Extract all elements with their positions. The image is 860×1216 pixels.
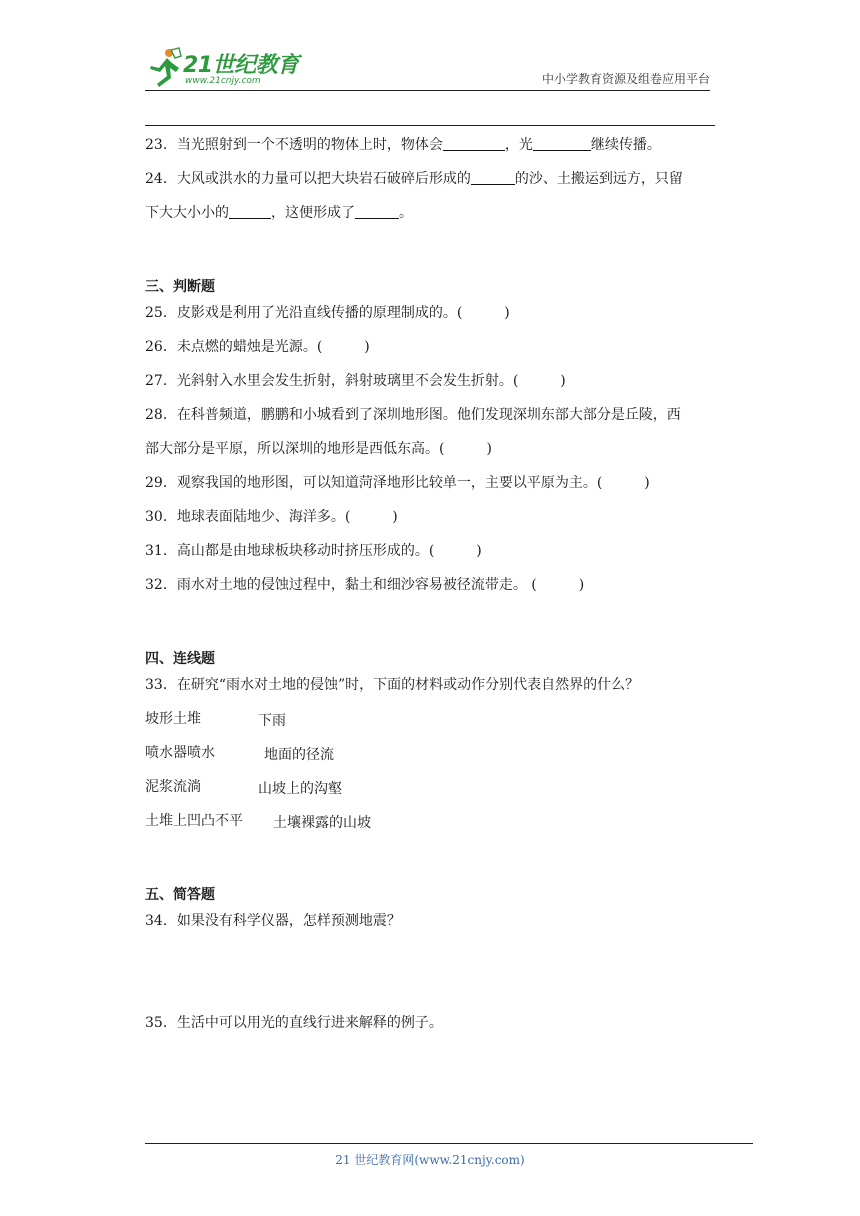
platform-name: 中小学教育资源及组卷应用平台 (541, 72, 710, 86)
tf-question: 31．高山都是由地球板块移动时挤压形成的。( ) (145, 543, 482, 559)
tf-question: 25．皮影戏是利用了光沿直线传播的原理制成的。( ) (145, 305, 510, 321)
tf-question: 29．观察我国的地形图，可以知道菏泽地形比较单一，主要以平原为主。( ) (145, 475, 650, 491)
match-left-item: 泥浆流淌 (145, 779, 201, 795)
question-24: 24．大风或洪水的力量可以把大块岩石破碎后形成的 的沙、土搬运到远方，只留 (145, 171, 683, 187)
runner-logo-icon (145, 46, 185, 90)
match-left-item: 土堆上凹凸不平 (145, 813, 243, 829)
section-title-true-false: 三、判断题 (145, 279, 215, 295)
answer-blank (533, 136, 591, 151)
page-header (145, 44, 710, 92)
footer-rule (145, 1143, 753, 1144)
answer-blank (355, 204, 399, 219)
question-23: 23．当光照射到一个不透明的物体上时，物体会 ，光 继续传播。 (145, 137, 661, 153)
tf-question: 26．未点燃的蜡烛是光源。( ) (145, 339, 370, 355)
match-left-item: 坡形土堆 (145, 711, 201, 727)
match-left-item: 喷水器喷水 (145, 745, 215, 761)
match-right-item: 地面的径流 (264, 747, 334, 763)
tf-question-cont: 部大部分是平原，所以深圳的地形是西低东高。( ) (145, 441, 492, 457)
section-title-short-answer: 五、简答题 (145, 887, 215, 903)
tf-question: 28．在科普频道，鹏鹏和小城看到了深圳地形图。他们发现深圳东部大部分是丘陵，西 (145, 407, 681, 423)
question-33: 33．在研究“雨水对土地的侵蚀”时，下面的材料或动作分别代表自然界的什么？ (145, 677, 640, 693)
answer-blank (471, 170, 515, 185)
tf-question: 30．地球表面陆地少、海洋多。( ) (145, 509, 398, 525)
header-rule (145, 90, 710, 91)
logo-url: www.21cnjy.com (185, 76, 261, 86)
match-right-item: 山坡上的沟壑 (258, 781, 342, 797)
question-35: 35．生活中可以用光的直线行进来解释的例子。 (145, 1015, 443, 1031)
question-34: 34．如果没有科学仪器，怎样预测地震？ (145, 913, 401, 929)
answer-blank (229, 204, 271, 219)
logo (145, 46, 315, 90)
content-top-rule (145, 125, 715, 126)
section-title-matching: 四、连线题 (145, 651, 215, 667)
logo-text: 21世纪教育 (183, 53, 299, 78)
match-right-item: 土壤裸露的山坡 (273, 815, 371, 831)
question-24-cont: 下大大小小的 ，这便形成了 。 (145, 205, 413, 221)
footer-text: 21 世纪教育网(www.21cnjy.com) (335, 1153, 525, 1167)
tf-question: 27．光斜射入水里会发生折射，斜射玻璃里不会发生折射。( ) (145, 373, 566, 389)
answer-blank (443, 136, 505, 151)
tf-question: 32．雨水对土地的侵蚀过程中，黏土和细沙容易被径流带走。 ( ) (145, 577, 585, 593)
match-right-item: 下雨 (258, 713, 286, 729)
